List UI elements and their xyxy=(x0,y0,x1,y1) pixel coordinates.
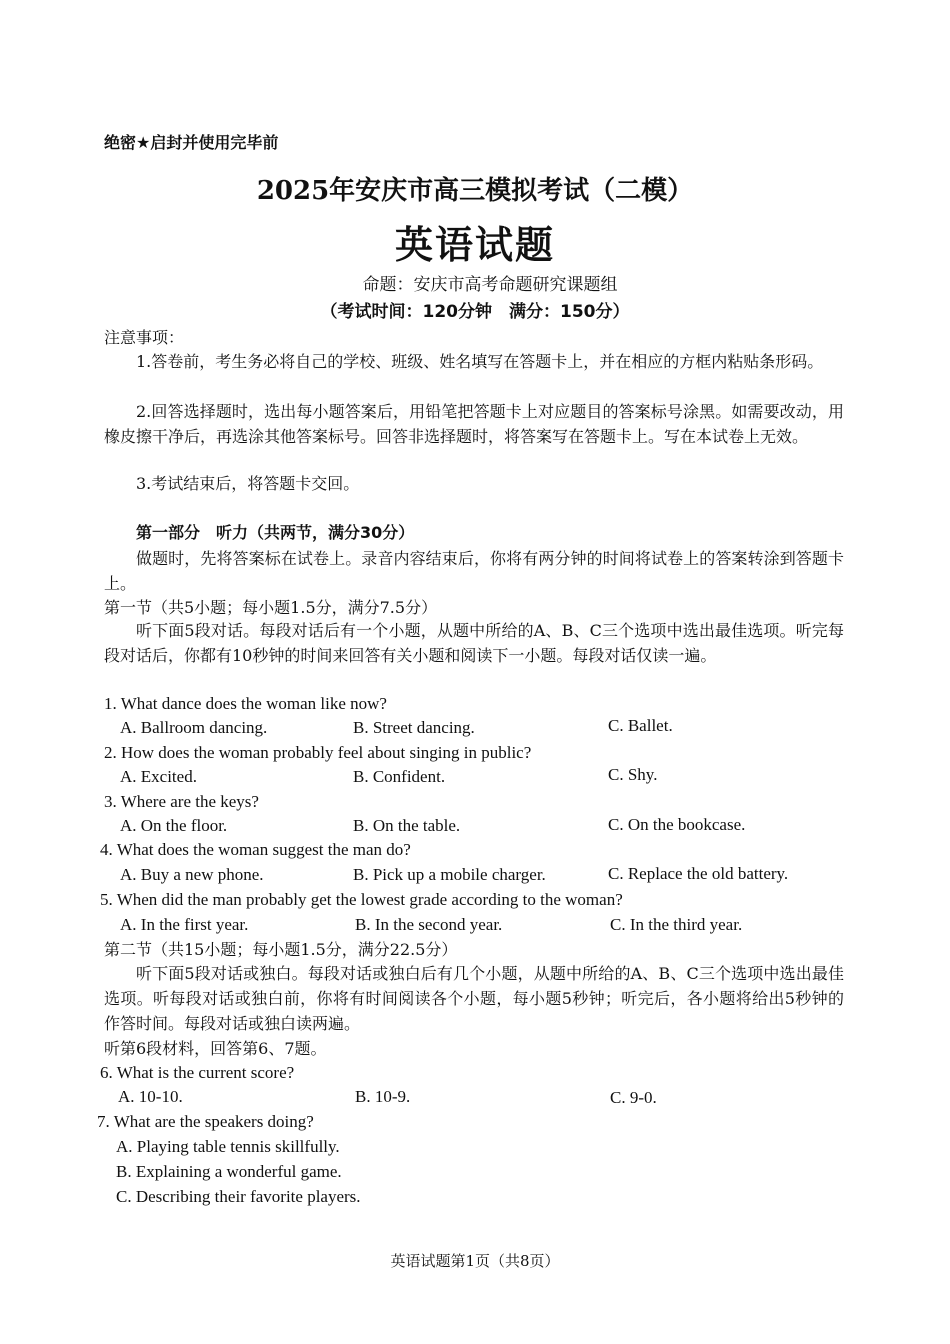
question-1: 1. What dance does the woman like now? xyxy=(104,694,387,713)
question-2: 2. How does the woman probably feel about singing in public? xyxy=(104,743,532,762)
q7-option-c: C. Describing their favorite players. xyxy=(116,1187,361,1206)
question-5: 5. When did the man probably get the lowest grade according to the woman? xyxy=(100,890,623,909)
confidential-label: 绝密★启封并使用完毕前 xyxy=(104,133,279,152)
q3-option-b: B. On the table. xyxy=(353,816,461,835)
subject-title: 英语试题 xyxy=(394,222,555,267)
part1-intro: 做题时，先将答案标在试卷上。录音内容结束后，你将有两分钟的时间将试卷上的答案转涂到答题卡上。 xyxy=(104,549,844,593)
q1-option-b: B. Street dancing. xyxy=(353,718,475,737)
q5-option-c: C. In the third year. xyxy=(610,915,743,934)
q7-option-b: B. Explaining a wonderful game. xyxy=(116,1162,342,1181)
notice-item-3: 3.考试结束后，将答题卡交回。 xyxy=(136,474,360,493)
exam-title: 2025年安庆市高三模拟考试（二模） xyxy=(256,176,694,206)
page-footer: 英语试题第1页（共8页） xyxy=(390,1252,560,1270)
author-line: 命题：安庆市高考命题研究课题组 xyxy=(362,275,618,295)
question-4: 4. What does the woman suggest the man do? xyxy=(100,840,411,859)
q6-option-c: C. 9-0. xyxy=(610,1088,657,1107)
q4-option-c: C. Replace the old battery. xyxy=(608,864,789,883)
q5-option-a: A. In the first year. xyxy=(120,915,249,934)
q5-option-b: B. In the second year. xyxy=(355,915,503,934)
q3-option-a: A. On the floor. xyxy=(120,816,228,835)
q2-option-c: C. Shy. xyxy=(608,765,658,784)
section1-intro: 听下面5段对话。每段对话后有一个小题，从题中所给的A、B、C三个选项中选出最佳选项。听完每段对话后，你都有10秒钟的时间来回答有关小题和阅读下一小题。每段对话仅读一遍。 xyxy=(104,621,844,665)
q1-option-c: C. Ballet. xyxy=(608,716,673,735)
section2-heading: 第二节（共15小题；每小题1.5分，满分22.5分） xyxy=(104,940,458,959)
q2-option-b: B. Confident. xyxy=(353,767,446,786)
q7-option-a: A. Playing table tennis skillfully. xyxy=(116,1137,340,1156)
material-6-instruction: 听第6段材料，回答第6、7题。 xyxy=(104,1039,327,1058)
time-info: （考试时间：120分钟 满分：150分） xyxy=(320,302,630,322)
q4-option-b: B. Pick up a mobile charger. xyxy=(353,865,546,884)
notice-heading: 注意事项： xyxy=(104,328,185,347)
question-3: 3. Where are the keys? xyxy=(104,792,259,811)
q6-option-b: B. 10-9. xyxy=(355,1087,411,1106)
q6-option-a: A. 10-10. xyxy=(118,1087,183,1106)
q1-option-a: A. Ballroom dancing. xyxy=(120,718,268,737)
section1-heading: 第一节（共5小题；每小题1.5分，满分7.5分） xyxy=(104,598,438,617)
question-7: 7. What are the speakers doing? xyxy=(97,1112,314,1131)
notice-item-2: 2.回答选择题时，选出每小题答案后，用铅笔把答题卡上对应题目的答案标号涂黑。如需要改动，用橡皮擦干净后，再选涂其他答案标号。回答非选择题时，将答案写在答题卡上。写在本试卷上无效。 xyxy=(104,402,844,446)
question-6: 6. What is the current score? xyxy=(100,1063,295,1082)
section2-intro: 听下面5段对话或独白。每段对话或独白后有几个小题，从题中所给的A、B、C三个选项中选出最佳选项。听每段对话或独白前，你将有时间阅读各个小题，每小题5秒钟；听完后，各小题将给出5秒钟的作答时间。每段对话或独白读两遍。 xyxy=(104,964,844,1033)
q4-option-a: A. Buy a new phone. xyxy=(120,865,264,884)
q3-option-c: C. On the bookcase. xyxy=(608,815,746,834)
notice-item-1: 1.答卷前，考生务必将自己的学校、班级、姓名填写在答题卡上，并在相应的方框内粘贴条形码。 xyxy=(136,352,824,371)
q2-option-a: A. Excited. xyxy=(120,767,197,786)
part1-heading: 第一部分 听力（共两节，满分30分） xyxy=(136,523,415,542)
